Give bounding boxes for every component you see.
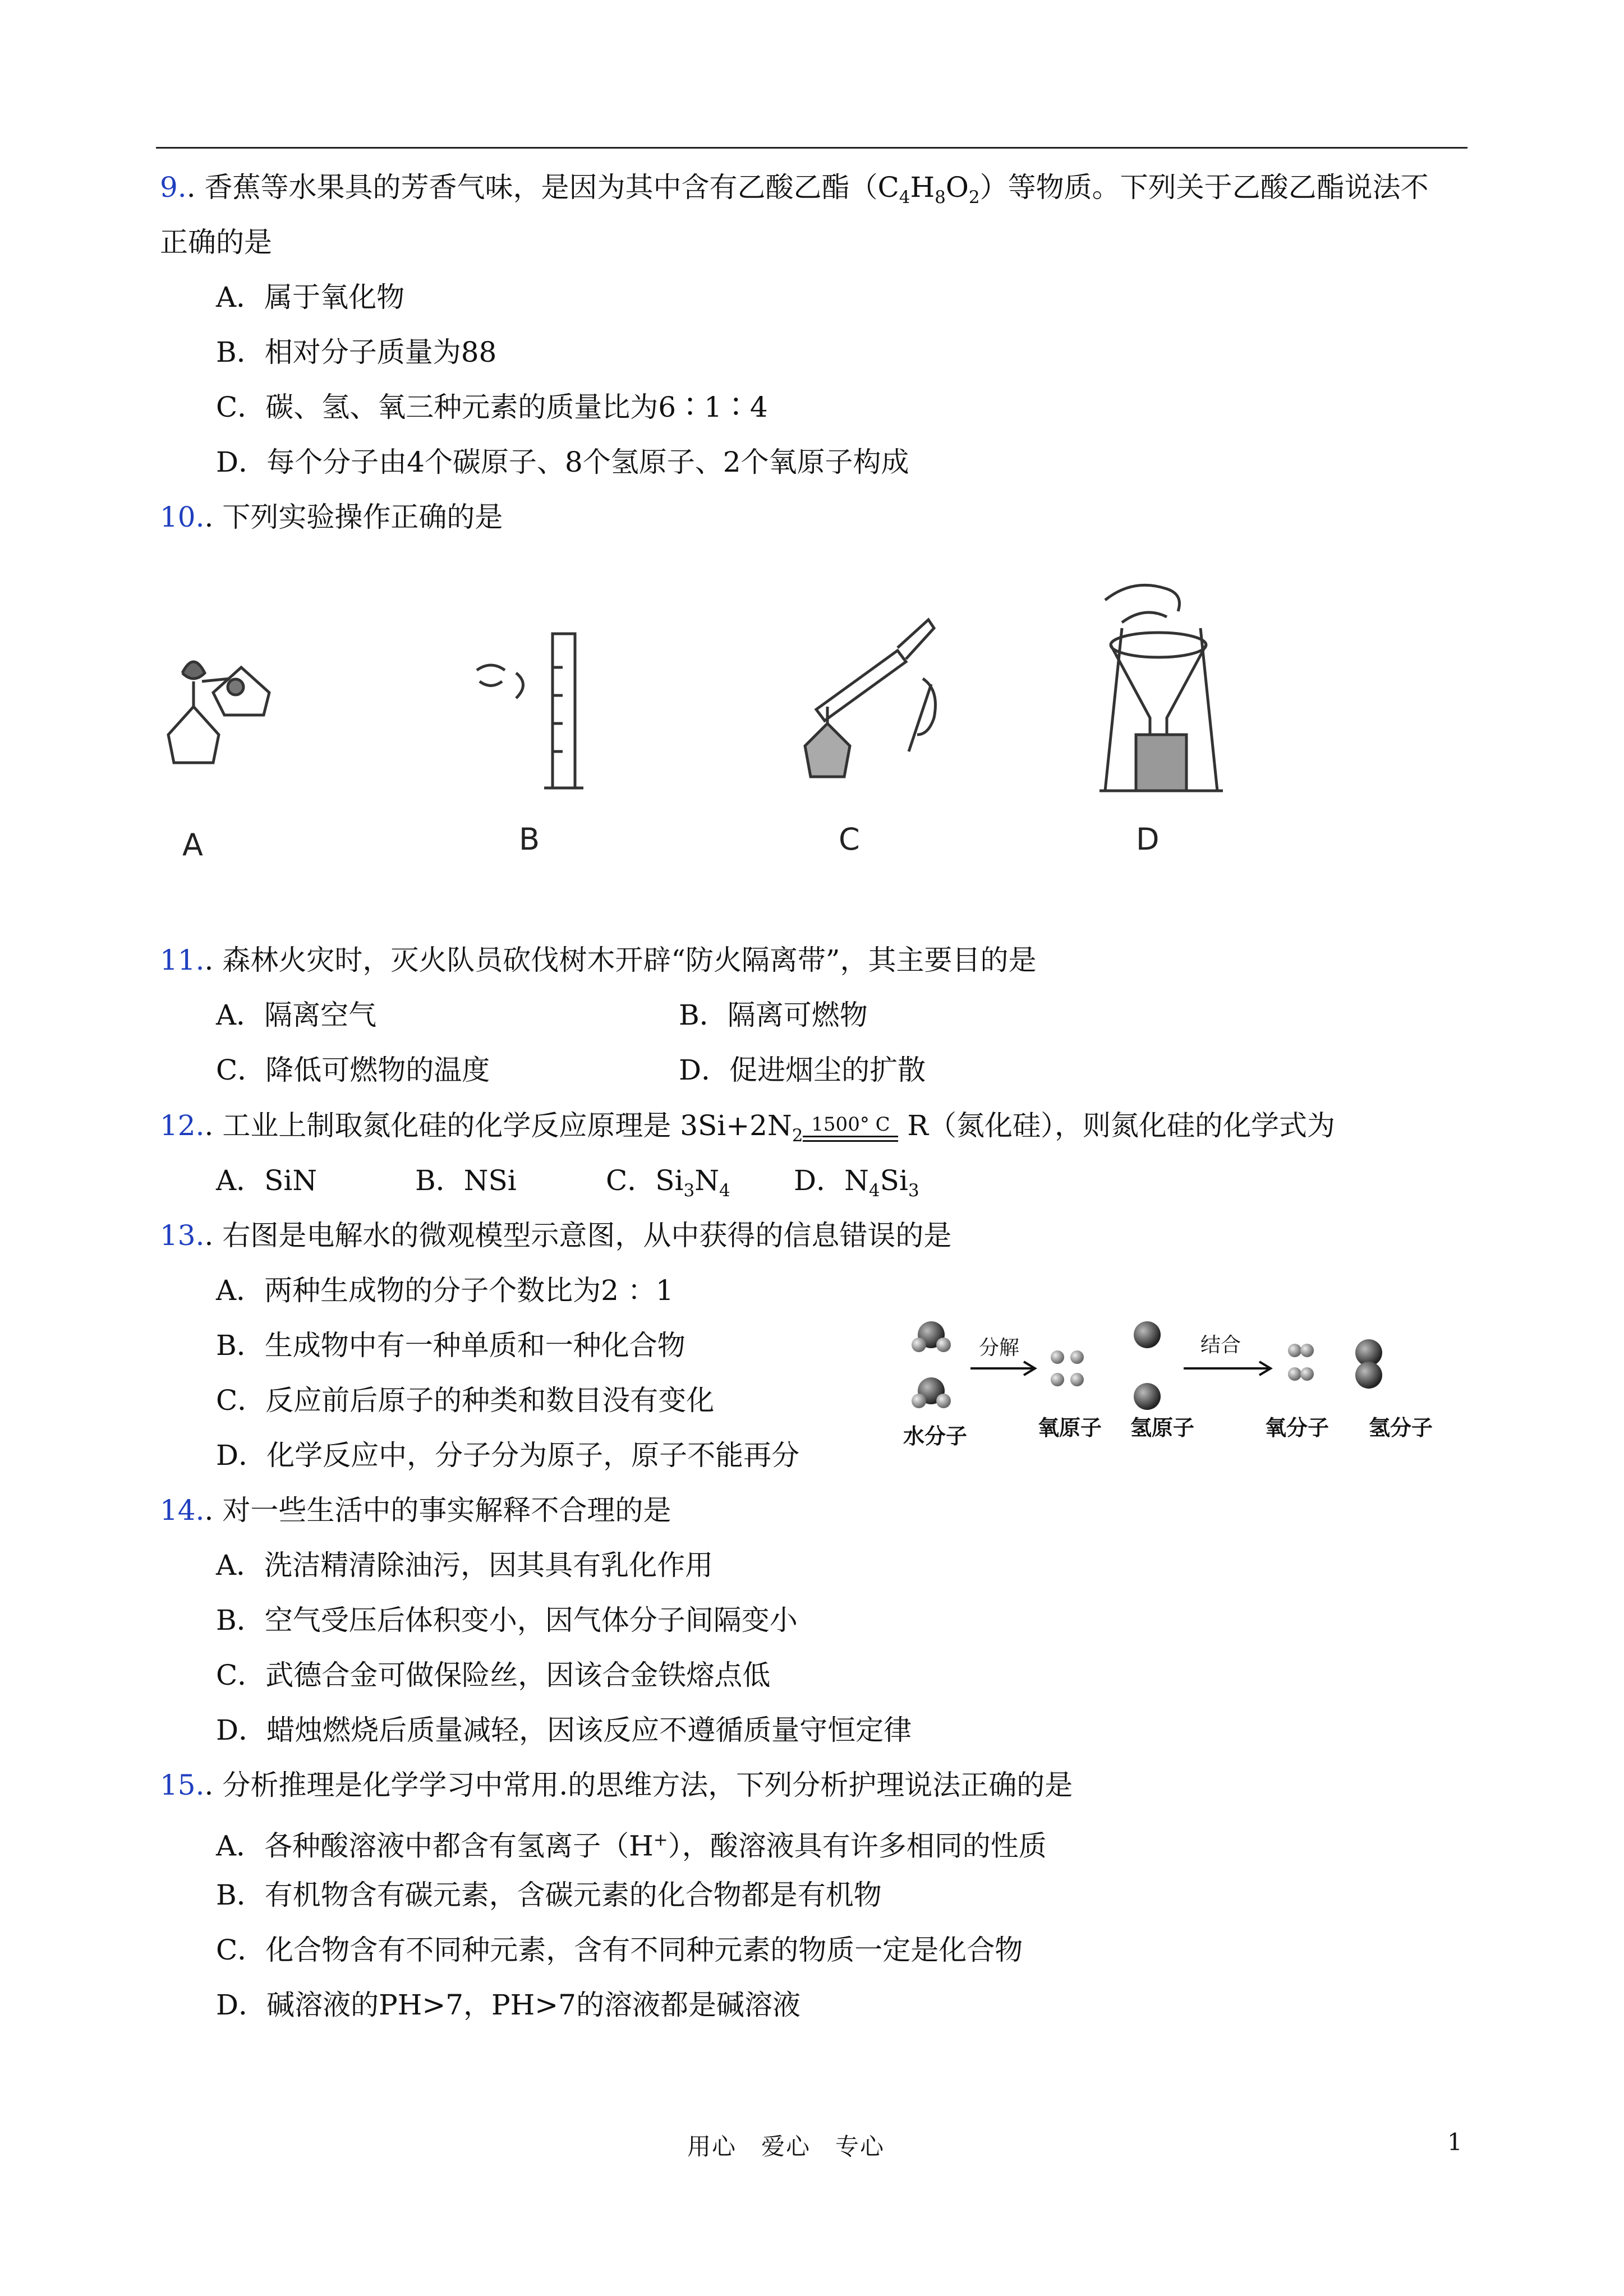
small-diatomic-molecules — [1288, 1344, 1314, 1381]
question-11-option-d: D．促进烟尘的扩散 — [679, 1054, 926, 1086]
label-water-molecule: 水分子 — [903, 1424, 968, 1449]
separated-small-atoms — [1051, 1350, 1084, 1386]
question-12-option-d: D．$N_4Si_3$ — [794, 1164, 919, 1201]
question-11-option-c: C．降低可燃物的温度 — [216, 1054, 490, 1086]
label-oxygen-atom: 氧原子 — [1038, 1416, 1102, 1440]
question-11-option-a: A．隔离空气 — [216, 999, 377, 1031]
label-hydrogen-molecule: 氢分子 — [1369, 1416, 1433, 1440]
question-11-option-b: B．隔离可燃物 — [679, 999, 868, 1031]
combine-arrow — [1184, 1362, 1271, 1375]
figure-c-heating-test-tube — [805, 620, 936, 777]
question-11-stem: 11.. 森林火灾时，灭火队员砍伐树木开辟“防火隔离带”，其主要目的是 — [160, 944, 1037, 976]
figure-label-c: C — [839, 822, 860, 857]
figure-label-a: A — [182, 827, 203, 863]
label-oxygen-molecule: 氧分子 — [1265, 1416, 1329, 1440]
figure-label-b: B — [519, 822, 540, 857]
question-14-option-d: D．蜡烛燃烧后质量减轻，因该反应不遵循质量守恒定律 — [216, 1714, 912, 1746]
question-9-option-c: C．碳、氢、氧三种元素的质量比为6∶1∶4 — [216, 391, 768, 423]
question-13-option-c: C．反应前后原子的种类和数目没有变化 — [216, 1384, 715, 1417]
arrow-label-decompose: 分解 — [979, 1336, 1020, 1359]
arrow-label-combine: 结合 — [1200, 1334, 1241, 1357]
question-9-stem: 9.. 香蕉等水果具的芳香气味，是因为其中含有乙酸乙酯$(C_4H_8O_2)$等物质。下列关于乙酸乙酯说法不 — [160, 171, 1429, 208]
large-diatomic-molecule — [1355, 1339, 1382, 1389]
page-number: 1 — [1447, 2128, 1462, 2156]
question-12-option-a: A．SiN — [216, 1164, 318, 1197]
question-number: 9. — [160, 171, 187, 204]
question-15-option-c: C．化合物含有不同种元素，含有不同种元素的物质一定是化合物 — [216, 1934, 1023, 1966]
question-13-option-a: A．两种生成物的分子个数比为2 ：1 — [216, 1274, 674, 1307]
question-12-option-b: B．NSi — [415, 1164, 517, 1197]
question-14-option-a: A．洗洁精清除油污，因其具有乳化作用 — [216, 1549, 714, 1582]
decompose-arrow — [970, 1362, 1035, 1375]
question-13-stem: 13.. 右图是电解水的微观模型示意图，从中获得的信息错误的是 — [160, 1219, 952, 1252]
figure-a-alcohol-lamps — [168, 662, 269, 763]
question-13-option-d: D．化学反应中，分子分为原子，原子不能再分 — [216, 1439, 800, 1472]
question-15-option-a: A．各种酸溶液中都含有氢离子（H+），酸溶液具有许多相同的性质 — [216, 1829, 1047, 1862]
footer-slogan: 用心 爱心 专心 — [687, 2133, 885, 2160]
header-rule — [156, 147, 1467, 149]
figure-label-d: D — [1136, 822, 1160, 857]
question-14-stem: 14.. 对一些生活中的事实解释不合理的是 — [160, 1494, 671, 1527]
question-9-option-a: A．属于氧化物 — [216, 281, 405, 313]
water-molecules — [912, 1321, 951, 1408]
label-hydrogen-atom: 氢原子 — [1130, 1416, 1195, 1440]
question-15-option-d: D．碱溶液的PH>7，PH>7的溶液都是碱溶液 — [216, 1989, 801, 2021]
question-15-stem: 15.. 分析推理是化学学习中常用.的思维方法，下列分析护理说法正确的是 — [160, 1769, 1073, 1801]
lab-operations-figure — [151, 566, 1273, 880]
question-12-stem: 12.. 工业上制取氮化硅的化学反应原理是 $3Si+2N_2$ 1500° C R（氮化硅），则氮化硅的化学式为 — [160, 1109, 1336, 1146]
question-15-option-b: B．有机物含有碳元素，含碳元素的化合物都是有机物 — [216, 1879, 882, 1911]
question-13-option-b: B．生成物中有一种单质和一种化合物 — [216, 1329, 686, 1362]
question-14-option-c: C．武德合金可做保险丝，因该合金铁熔点低 — [216, 1659, 771, 1691]
separated-large-atoms — [1134, 1321, 1161, 1410]
question-14-option-b: B．空气受压后体积变小，因气体分子间隔变小 — [216, 1604, 798, 1636]
figure-d-filtration — [1099, 585, 1223, 791]
question-9-stem-cont: 正确的是 — [160, 226, 272, 259]
question-12-option-c: C．$Si_3N_4$ — [606, 1164, 730, 1201]
reaction-condition: 1500° C — [803, 1114, 898, 1142]
question-10-stem: 10.. 下列实验操作正确的是 — [160, 501, 503, 533]
question-9-option-b: B．相对分子质量为88 — [216, 336, 497, 368]
question-9-option-d: D．每个分子由4个碳原子、8个氢原子、2个氧原子构成 — [216, 446, 909, 478]
figure-b-graduated-cylinder — [477, 634, 583, 788]
